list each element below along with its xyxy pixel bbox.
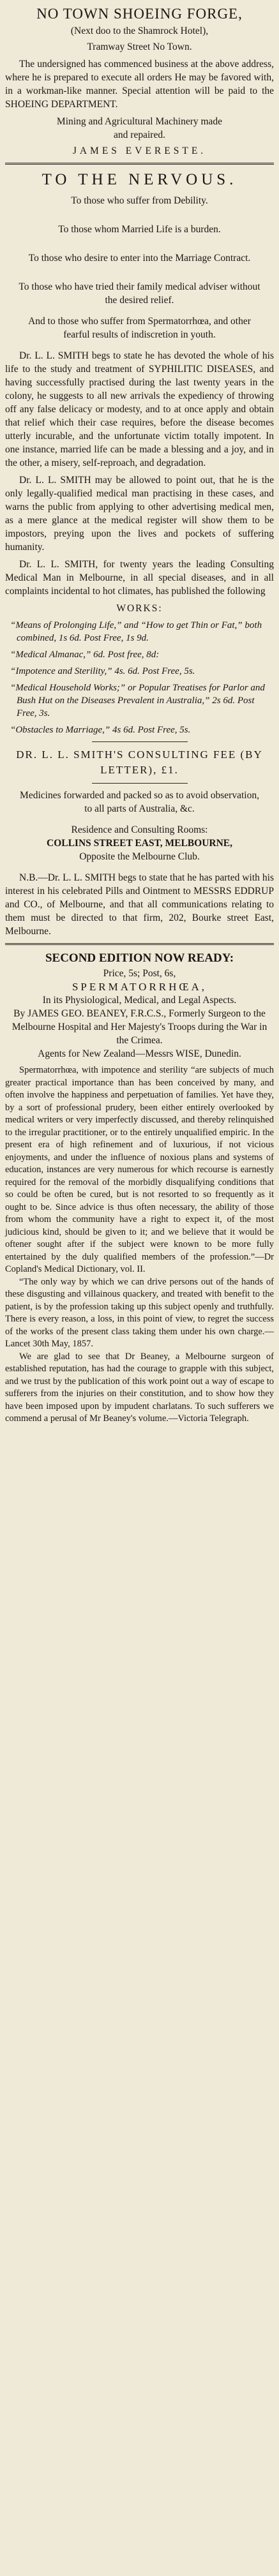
nb-paragraph: N.B.—Dr. L. L. SMITH begs to state that he has parted with his interest in his celebrated Pills and Ointment to MESSRS EDDRUP and CO., of Melbourne, and that all communications relating to them must be directed to that firm, 202, Bourke street East, Melbourne.	[5, 872, 274, 937]
edition-paragraph-copland: Spermatorrhœa, with impotence and sterility “are subjects of much greater practical importance than has been conceived by many, and often involve the happiness and perpetuation of families. Yet have they, by a sort of professional prudery, been either entirely overlooked by medical writers or very imperfectly discussed, and thereby relinquished to the irregular practitioner, or to the entirely unqualified empiric. In the present era of high refinement and of luxurious, if not vicious enjoyments, and under the influence of noxious plans and systems of education, instances are very numerous for which recourse is earnestly required for the removal of the morbidly disqualifying conditions that so could be often be cured, but is not resorted to so frequently as it ought to be. Since advice is thus often necessary, the ability of those from whom the community have a right to expect it, of the most judicious kind, should be given to it; and we believe that it would be oftener sought after if the subject were known to be more fully entertained by the duly qualified members of the profession.”—Dr Copland's Medical Dictionary, vol. II.	[5, 1065, 274, 1274]
work-item: “Obstacles to Marriage,” 4s 6d. Post Free, 5s.	[10, 725, 191, 735]
forge-title: NO TOWN SHOEING FORGE,	[36, 6, 243, 22]
works-heading: WORKS:	[116, 603, 163, 614]
edition-advertisement	[5, 950, 274, 1426]
smith-paragraph-devotion: Dr. L. L. SMITH begs to state he has devoted the whole of his life to the study and treatment of SYPHILITIC DISEASES, and having successfully practised during the last twenty years in the colony, he suggests to all new arrivals the expediency of throwing off any false delicacy or modesty, and to at once apply and obtain that relief which their case requires, before the disease becomes utterly incurable, and the unfortunate victim totally impotent. In one instance, married life can be made a blessing and a joy, and in the other, a misery, self-reproach, and degradation.	[5, 350, 274, 468]
nervous-advertisement	[5, 170, 274, 938]
smith-paragraph-publications: Dr. L. L. SMITH, for twenty years the leading Consulting Medical Man in Melbourne, in all special diseases, and in all complaints incidental to hot climates, has published the following	[5, 559, 274, 597]
nervous-line: To those who suffer from Debility.	[71, 195, 208, 206]
medicines-line: Medicines forwarded and packed so as to avoid observation, to all parts of Australia, &c.	[20, 790, 259, 814]
nervous-line: To those who have tried their family medical adviser without the desired relief.	[19, 281, 260, 306]
work-item: “Means of Prolonging Life,” and “How to get Thin or Fat,” both combined, 1s 6d. Post Free, 1s 9d.	[10, 620, 262, 643]
consulting-fee-heading: DR. L. L. SMITH'S CONSULTING FEE (BY LETTER), £1.	[16, 748, 263, 776]
edition-agents: Agents for New Zealand—Messrs WISE, Dunedin.	[38, 1048, 241, 1059]
work-item: “Medical Almanac,” 6d. Post free, 8d:	[10, 650, 160, 660]
nervous-title: TO THE NERVOUS.	[41, 171, 238, 188]
forge-repaired-line: and repaired.	[114, 130, 165, 140]
address-line: COLLINS STREET EAST, MELBOURNE,	[47, 838, 232, 849]
edition-price: Price, 5s; Post, 6s,	[103, 968, 176, 979]
divider	[92, 783, 188, 784]
residence-line: Residence and Consulting Rooms:	[71, 824, 208, 835]
edition-subject: SPERMATORRHŒA,	[72, 981, 207, 993]
edition-aspects: In its Physiological, Medical, and Legal Aspects.	[42, 995, 237, 1006]
edition-paragraph-lancet: “The only way by which we can drive persons out of the hands of these disgusting and villainous quackery, and treated with benefit to the patient, is by the profession taking up this subject openly and truthfully. There is every reason, a loss, in this point of view, to regret the success of the works of the present class taking them under his own charge.—Lancet 30th May, 1857.	[5, 1276, 274, 1349]
nervous-line: To those whom Married Life is a burden.	[58, 224, 221, 235]
opposite-line: Opposite the Melbourne Club.	[79, 851, 200, 862]
divider	[5, 943, 274, 945]
smith-paragraph-qualification: Dr. L. L. SMITH may be allowed to point out, that he is the only legally-qualified medical man practising in these cases, and warns the public from applying to other advertising medical men, as a mere glance at the medical register will show them to be impostors, preying upon the lives and pockets of suffering humanity.	[5, 475, 274, 553]
edition-author: By JAMES GEO. BEANEY, F.R.C.S., Formerly Surgeon to the Melbourne Hospital and Her Majesty's Troops during the War in the Crimea.	[11, 1008, 268, 1046]
nervous-line: And to those who suffer from Spermatorrhœa, and other fearful results of indiscretion in youth.	[28, 316, 251, 340]
divider	[92, 741, 188, 742]
forge-street: Tramway Street No Town.	[87, 41, 192, 52]
forge-body: The undersigned has commenced business at the above address, where he is prepared to execute all orders He may be favored with, in a workman-like manner. Special attention will be paid to the SHOEING DEPARTMENT.	[5, 59, 274, 110]
edition-title: SECOND EDITION NOW READY:	[45, 951, 234, 965]
forge-sub-address: (Next doo to the Shamrock Hotel),	[70, 26, 209, 36]
divider	[5, 163, 274, 165]
forge-machinery-line: Mining and Agricultural Machinery made	[56, 116, 223, 127]
work-item: “Medical Household Works;” or Popular Treatises for Parlor and Bush Hut on the Diseases Prevalent in Australia,” 2s 6d. Post Free, 3s.	[10, 683, 265, 718]
forge-advertisement	[5, 4, 274, 158]
forge-signature: JAMES EVERESTE.	[72, 145, 207, 156]
work-item: “Impotence and Sterility,” 4s. 6d. Post Free, 5s.	[10, 666, 195, 676]
nervous-line: To those who desire to enter into the Marriage Contract.	[28, 253, 251, 264]
edition-paragraph-telegraph: We are glad to see that Dr Beaney, a Melbourne surgeon of established reputation, has had the courage to grapple with this subject, and we trust by the publication of this work point out a way of escape to sufferers from the injuries on their constitution, and to show how they have been imposed upon by impudent charlatans. To such sufferers we commend a perusal of Mr Beaney's volume.—Victoria Telegraph.	[5, 1351, 274, 1424]
